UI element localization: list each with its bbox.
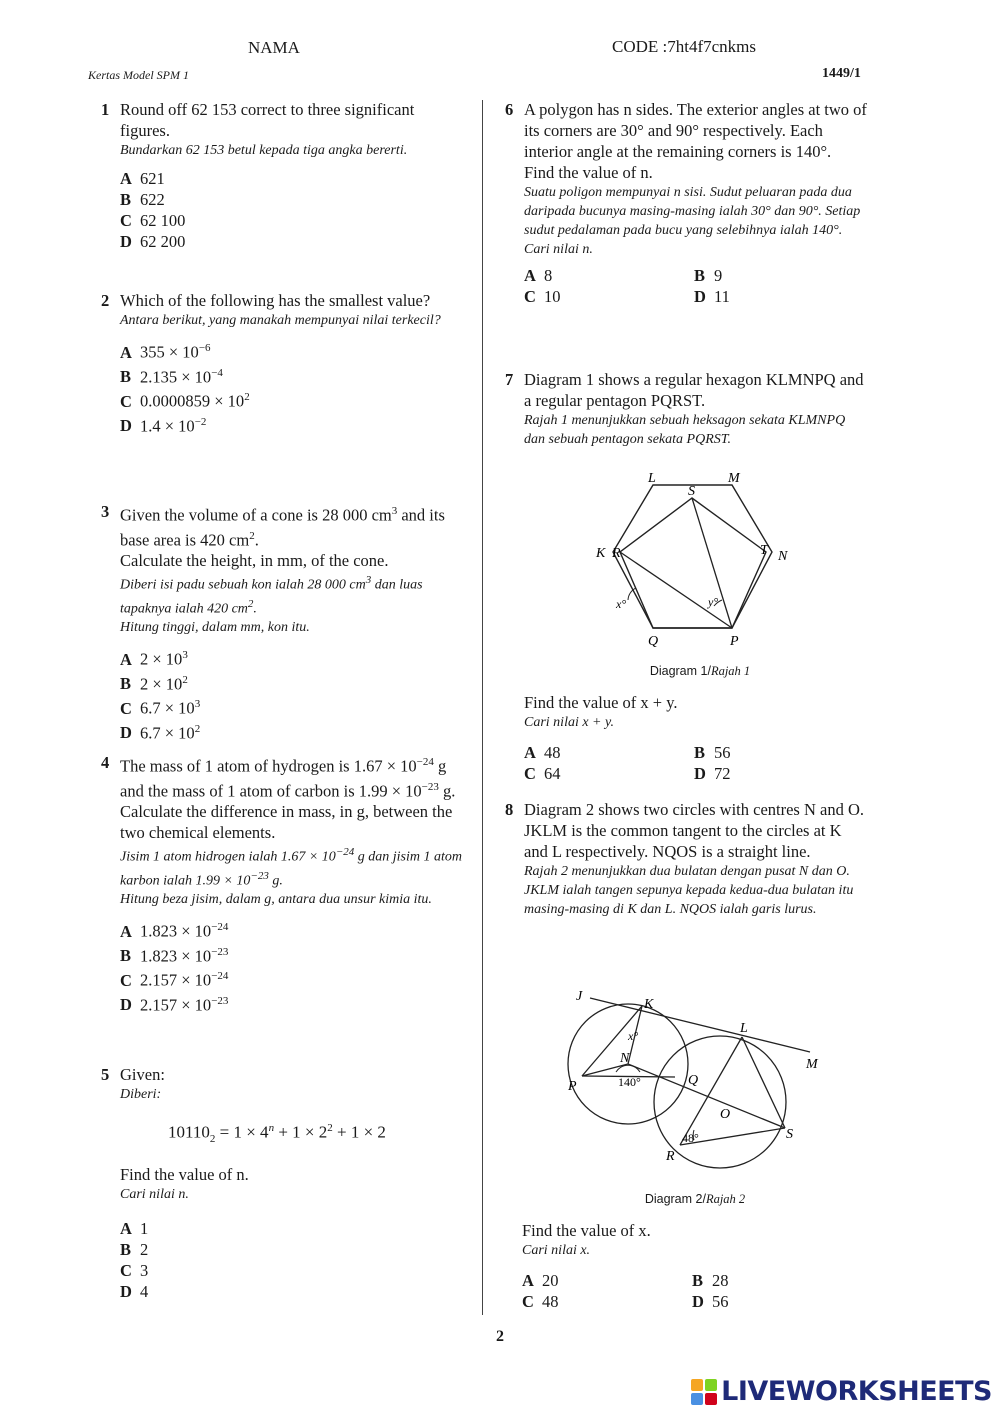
page-number: 2 (496, 1328, 504, 1345)
option-c[interactable]: C 62 100 (120, 211, 186, 230)
label-x: x° (628, 1029, 639, 1043)
option-d[interactable]: D $1.4 \times 10^{-2}$ (120, 415, 207, 435)
question-text: Diagram 1 shows a regular hexagon KLMNPQ and a regular pentagon PQRST. (524, 370, 864, 410)
question-instruction-ms: Cari nilai n. (120, 1187, 189, 1203)
liveworksheets-logo[interactable] (691, 1376, 992, 1407)
line-lr (680, 1037, 742, 1145)
option-a[interactable]: A 1 (120, 1219, 149, 1239)
label-r: R (666, 1149, 675, 1164)
option-c[interactable]: C $6.7 \times 10^3$ (120, 698, 201, 718)
question-number: 5 (101, 1065, 110, 1084)
option-c[interactable]: C $2.157 \times 10^{-24}$ (120, 970, 229, 990)
diagram-1 (580, 460, 820, 660)
equation: $10110_2 = 1 \times 4^n + 1 \times 2^2 + 1 \times 2$ (168, 1122, 386, 1146)
option-a[interactable]: A 48 (524, 743, 561, 762)
question-instruction: Find the value of x + y. (524, 693, 678, 712)
diagram-2 (560, 980, 830, 1170)
line-nqos (628, 1064, 785, 1128)
question-text: Which of the following has the smallest value? (120, 291, 431, 310)
question-text-ms: Jisim 1 atom hidrogen ialah $1.67 \times 10^{-24}$ g dan jisim 1 atom karbon ialah $1.99 \times 10^{-23}$ g. (120, 846, 462, 889)
label-y: y° (708, 595, 719, 609)
question-text-ms: Diberi isi padu sebuah kon ialah 28 000 $cm^3$ dan luas tapaknya ialah 420 $cm^2$. (120, 574, 423, 617)
option-a[interactable]: A 20 (522, 1271, 559, 1290)
question-number: 7 (505, 370, 514, 389)
question-text: Round off 62 153 correct to three significant figures. (120, 100, 415, 140)
option-a[interactable]: A $1.823 \times 10^{-24}$ (120, 921, 229, 941)
option-b[interactable]: B 622 (120, 190, 165, 209)
question-instruction-ms: Cari nilai n. (524, 242, 593, 257)
option-b[interactable]: B 2 (120, 1240, 149, 1260)
question-number: 8 (505, 800, 514, 819)
paper-code: 1449/1 (822, 66, 861, 81)
options-list (120, 645, 467, 743)
option-b[interactable]: B 56 (694, 743, 731, 762)
question-instruction: Find the value of n. (120, 1165, 249, 1185)
question-text: The mass of 1 atom of hydrogen is $1.67 \times 10^{-24}$ g and the mass of 1 atom of carbon is $1.99 \times 10^{-23}$ g. (120, 756, 456, 800)
option-d[interactable]: D 62 200 (120, 232, 186, 251)
question-text: Diagram 2 shows two circles with centres N and O. JKLM is the common tangent to the circles at K and L respectively. NQOS is a straight line. (524, 800, 864, 861)
option-c[interactable]: C 64 (524, 764, 561, 783)
label-q: Q (648, 634, 659, 649)
option-d[interactable]: D 72 (694, 764, 731, 783)
question-5 (101, 1064, 467, 1302)
question-text-ms: Bundarkan 62 153 betul kepada tiga angka bererti. (120, 143, 408, 158)
question-number: 6 (505, 100, 514, 119)
question-instruction-ms: Cari nilai x + y. (524, 715, 614, 730)
liveworksheets-icon (691, 1379, 717, 1405)
question-instruction: Find the value of n. (524, 163, 653, 182)
label-r: R (612, 546, 621, 561)
option-a[interactable]: A $2 \times 10^3$ (120, 649, 188, 669)
line-ls (742, 1037, 785, 1128)
question-instruction-ms: Cari nilai x. (522, 1243, 591, 1258)
name-label: NAMA (248, 38, 300, 57)
question-text-ms: Antara berikut, yang manakah mempunyai nilai terkecil? (120, 313, 441, 328)
option-c[interactable]: C 10 (524, 287, 561, 306)
question-text-ms: Suatu poligon mempunyai n sisi. Sudut peluaran pada dua daripada bucunya masing-masing ialah 30° dan 90°. Setiap sudut pedalaman pada bucu yang selebihnya ialah 140°. (524, 185, 861, 238)
question-instruction-ms: Hitung beza jisim, dalam g, antara dua unsur kimia itu. (120, 892, 432, 908)
diagram-2-caption: Diagram 2/Rajah 2 (644, 1192, 746, 1206)
question-8 (505, 799, 867, 919)
label-p: P (568, 1079, 577, 1094)
label-t: T (760, 543, 768, 558)
label-k: K (596, 546, 606, 561)
options-list (522, 1270, 867, 1312)
question-1 (101, 99, 467, 252)
paper-label: Kertas Model SPM 1 (88, 68, 189, 82)
question-number: 1 (101, 100, 110, 119)
option-a[interactable]: A 621 (120, 169, 165, 188)
label-q: Q (688, 1073, 699, 1088)
question-instruction-ms: Hitung tinggi, dalam mm, kon itu. (120, 620, 310, 636)
options-list (524, 742, 867, 784)
diagram-1-caption: Diagram 1/Rajah 1 (649, 664, 751, 678)
option-b[interactable]: B 28 (692, 1271, 729, 1290)
question-2 (101, 290, 467, 436)
question-text-ms: Rajah 2 menunjukkan dua bulatan dengan pusat N dan O. JKLM ialah tangen sepunya kepada kedua-dua bulatan itu masing-masing di K dan L. NQOS ialah garis lurus. (524, 864, 854, 917)
tangent-jklm (590, 998, 810, 1052)
question-8-find (522, 1220, 867, 1312)
label-s: S (786, 1127, 793, 1142)
question-number: 4 (101, 753, 110, 772)
question-instruction: Calculate the height, in mm, of the cone. (120, 551, 389, 570)
option-b[interactable]: B $2 \times 10^2$ (120, 673, 188, 694)
options-list (120, 1218, 467, 1302)
label-k: K (644, 997, 654, 1012)
option-d[interactable]: D 56 (692, 1292, 729, 1311)
question-text-ms: Diberi: (120, 1087, 162, 1102)
label-m: M (806, 1057, 818, 1072)
option-d[interactable]: D 11 (694, 287, 730, 306)
label-l: L (740, 1021, 748, 1036)
option-b[interactable]: B $2.135 \times 10^{-4}$ (120, 366, 223, 386)
option-c[interactable]: C 3 (120, 1261, 149, 1281)
option-b[interactable]: B 9 (694, 266, 723, 285)
option-c[interactable]: C $0.0000859 \times 10^2$ (120, 391, 250, 411)
option-b[interactable]: B $1.823 \times 10^{-23}$ (120, 945, 229, 966)
option-a[interactable]: A 8 (524, 266, 553, 285)
question-3 (101, 501, 467, 743)
options-list (120, 338, 467, 436)
label-l: L (648, 471, 656, 486)
question-6 (505, 99, 867, 307)
label-p: P (730, 634, 739, 649)
label-x: x° (616, 597, 627, 611)
option-c[interactable]: C 48 (522, 1292, 559, 1311)
label-s: S (688, 484, 695, 499)
label-n: N (778, 549, 788, 564)
options-list (120, 917, 467, 1015)
option-d[interactable]: D $2.157 \times 10^{-23}$ (120, 994, 229, 1015)
brand-name: LIVEWORKSHEETS (721, 1376, 992, 1407)
question-text-ms: Rajah 1 menunjukkan sebuah heksagon sekata KLMNPQ dan sebuah pentagon sekata PQRST. (524, 413, 846, 447)
option-d[interactable]: D $6.7 \times 10^2$ (120, 722, 201, 743)
code-label: CODE :7ht4f7cnkms (612, 37, 757, 56)
label-140: 140° (618, 1075, 641, 1089)
label-j: J (576, 989, 583, 1004)
hexagon-klmnpq (613, 485, 772, 628)
question-instruction: Calculate the difference in mass, in g, between the two chemical elements. (120, 802, 453, 842)
label-m: M (728, 471, 740, 486)
pentagon-pqrst (620, 498, 766, 628)
question-instruction: Find the value of x. (522, 1221, 651, 1240)
question-text: Given the volume of a cone is 28 000 $cm^3$ and its base area is 420 $cm^2$. (120, 505, 445, 549)
question-text: A polygon has n sides. The exterior angles at two of its corners are 30° and 90° respectively. Each interior angle at the remaining corners is 140°. (524, 100, 867, 161)
label-n: N (620, 1051, 630, 1066)
question-number: 2 (101, 291, 110, 310)
option-a[interactable]: A $355 \times 10^{-6}$ (120, 342, 211, 362)
label-48: 48° (682, 1131, 699, 1145)
options-list (524, 265, 867, 307)
question-4 (101, 752, 467, 1015)
options-list (120, 168, 467, 252)
column-divider (482, 100, 483, 1315)
question-text: Given: (120, 1065, 165, 1084)
question-number: 3 (101, 502, 110, 521)
question-7 (505, 369, 867, 449)
label-o: O (720, 1107, 731, 1122)
question-7-find (524, 692, 867, 784)
option-d[interactable]: D 4 (120, 1282, 149, 1302)
